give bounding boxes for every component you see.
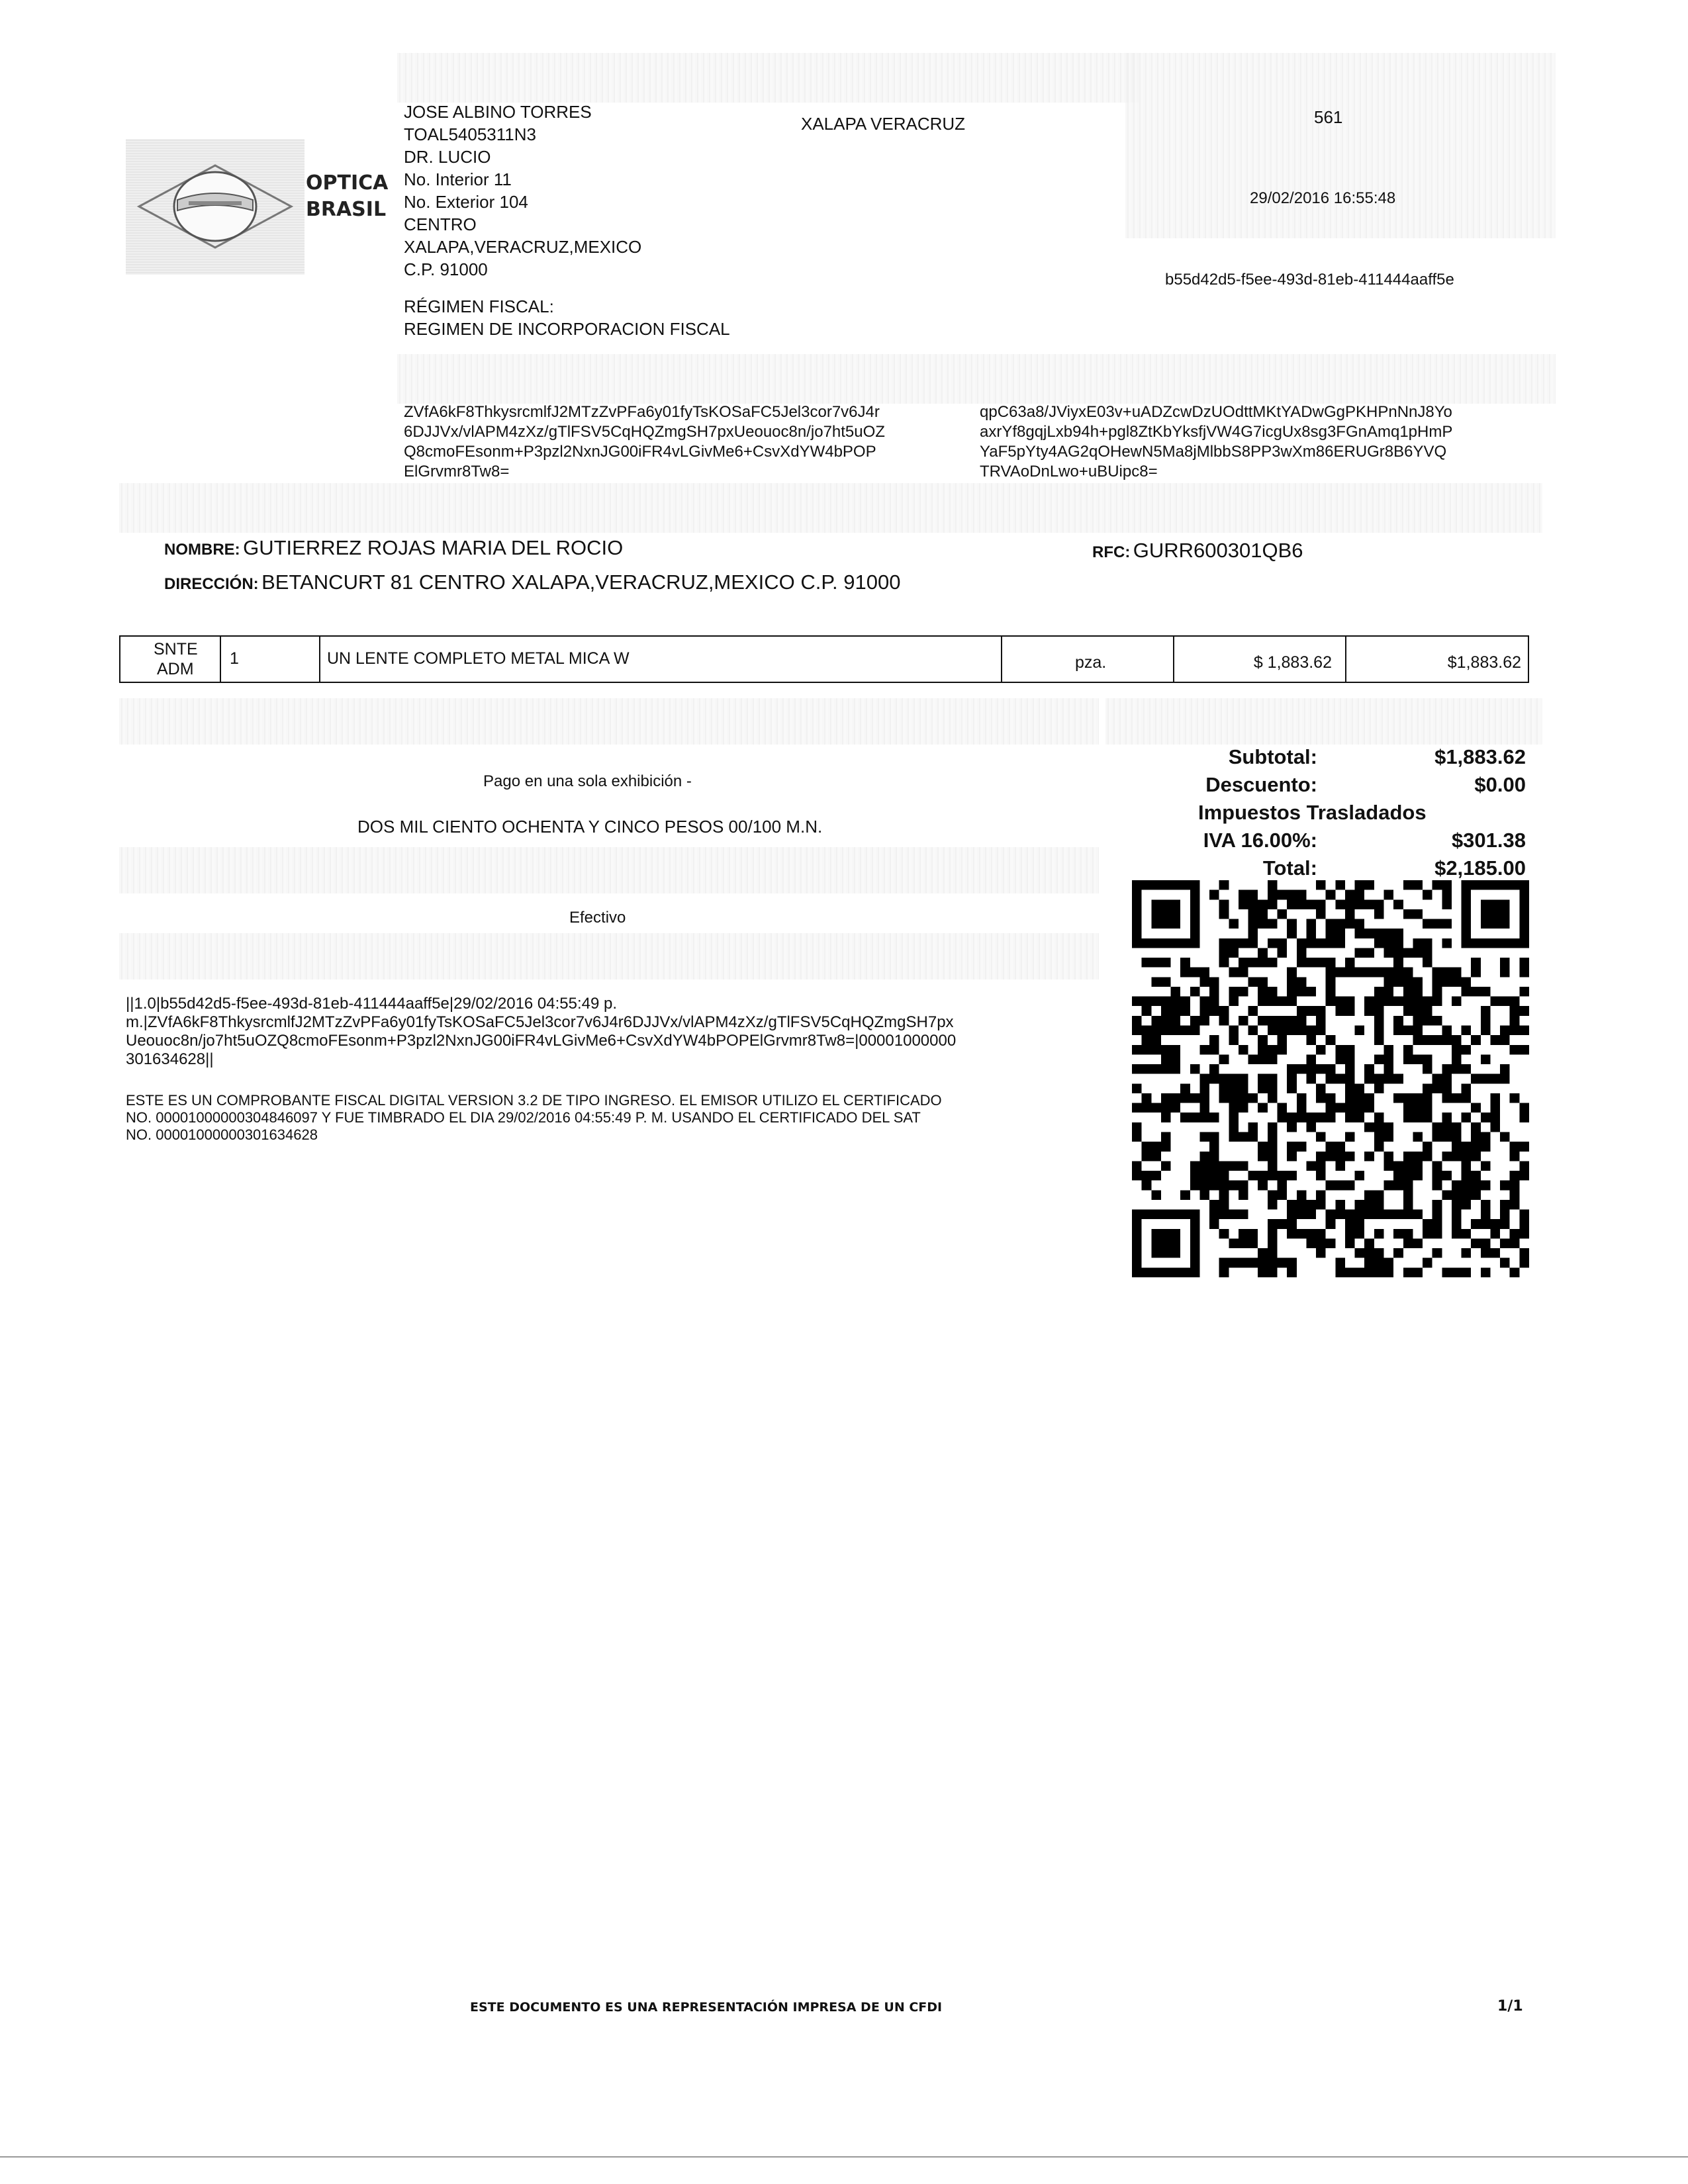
chain-line: ||1.0|b55d42d5-f5ee-493d-81eb-411444aaff5e|29/02/2016 04:55:49 p. <box>126 995 618 1013</box>
seal-line: ElGrvmr8Tw8= <box>404 463 510 480</box>
item-quantity: 1 <box>230 649 239 668</box>
regime-value: REGIMEN DE INCORPORACION FISCAL <box>404 319 730 339</box>
table-divider <box>220 637 221 682</box>
chain-line: m.|ZVfA6kF8ThkysrcmlfJ2MTzZvPFa6y01fyTsKOSaFC5Jel3cor7v6J4r6DJJVx/vlAPM4zXz/gTlFSV5CqHQZmgSH7px <box>126 1013 954 1031</box>
item-code-line1: SNTE <box>154 640 198 659</box>
item-description: UN LENTE COMPLETO METAL MICA W <box>327 649 630 668</box>
scan-band <box>119 847 1099 893</box>
issuer-rfc: TOAL5405311N3 <box>404 124 536 144</box>
bottom-rule <box>0 2156 1688 2158</box>
customer-rfc-label: RFC: <box>1092 543 1131 561</box>
fiscal-legend <box>126 1092 942 1144</box>
chain-line: Ueouoc8n/jo7ht5uOZQ8cmoFEsonm+P3pzl2NxnJG00iFR4vLGivMe6+CsvXdYW4bPOPElGrvmr8Tw8=|00001000000 <box>126 1032 957 1050</box>
scan-band <box>1125 53 1556 238</box>
legend-line: NO. 00001000000304846097 Y FUE TIMBRADO EL DIA 29/02/2016 04:55:49 P. M. USANDO EL CERTIFICADO DEL SAT <box>126 1109 921 1126</box>
item-amount: $1,883.62 <box>1447 653 1521 672</box>
eye-logo-icon <box>126 139 305 275</box>
issuer-name: JOSE ALBINO TORRES <box>404 102 592 122</box>
seal-line: YaF5pYty4AG2qOHewN5Ma8jMlbbS8PP3wXm86ERUGr8B6YVQ <box>980 443 1447 461</box>
table-divider <box>319 637 320 682</box>
issue-datetime: 29/02/2016 16:55:48 <box>1250 189 1396 207</box>
scan-band <box>119 933 1099 979</box>
folio: 561 <box>1314 107 1343 127</box>
scan-band <box>119 483 1542 533</box>
issuer-colony: CENTRO <box>404 214 477 234</box>
scan-band <box>397 53 1139 103</box>
customer-name: GUTIERREZ ROJAS MARIA DEL ROCIO <box>243 536 624 559</box>
subtotal-label: Subtotal: <box>1228 745 1317 768</box>
issuer-exterior: No. Exterior 104 <box>404 192 528 212</box>
logo <box>126 139 305 275</box>
fiscal-uuid: b55d42d5-f5ee-493d-81eb-411444aaff5e <box>1165 271 1454 289</box>
total-value: $2,185.00 <box>1434 856 1526 880</box>
issuer-city: XALAPA,VERACRUZ,MEXICO <box>404 237 642 257</box>
original-chain <box>126 995 956 1069</box>
seal-line: Q8cmoFEsonm+P3pzl2NxnJG00iFR4vLGivMe6+CsvXdYW4bPOP <box>404 443 876 461</box>
customer-address: BETANCURT 81 CENTRO XALAPA,VERACRUZ,MEXICO C.P. 91000 <box>261 570 901 594</box>
chain-line: 301634628|| <box>126 1050 214 1068</box>
taxes-label: Impuestos Trasladados <box>1198 801 1427 824</box>
seal-line: ZVfA6kF8ThkysrcmlfJ2MTzZvPFa6y01fyTsKOSaFC5Jel3cor7v6J4r <box>404 403 880 421</box>
customer-name-row <box>164 536 623 560</box>
scan-band <box>397 354 1556 404</box>
amount-in-words: DOS MIL CIENTO OCHENTA Y CINCO PESOS 00/100 M.N. <box>357 817 823 837</box>
iva-value: $301.38 <box>1451 829 1526 852</box>
customer-address-row <box>164 570 900 594</box>
item-unit: pza. <box>1075 653 1107 672</box>
scan-band <box>1105 698 1542 745</box>
payment-form: Efectivo <box>569 909 626 927</box>
customer-name-label: NOMBRE: <box>164 541 240 559</box>
subtotal-value: $1,883.62 <box>1434 745 1526 768</box>
scan-band <box>119 698 1099 745</box>
page-number: 1/1 <box>1497 1998 1523 2015</box>
qr-code-icon <box>1132 880 1529 1277</box>
items-table <box>119 635 1529 683</box>
seal-line: qpC63a8/JViyxE03v+uADZcwDzUOdttMKtYADwGgPKHPnNnJ8Yo <box>980 403 1452 421</box>
seal-line: 6DJJVx/vlAPM4zXz/gTlFSV5CqHQZmgSH7pxUeouoc8n/jo7ht5uOZ <box>404 423 885 441</box>
legend-line: NO. 00001000000301634628 <box>126 1126 318 1143</box>
logo-text-line2: BRASIL <box>306 198 387 221</box>
item-unit-price: $ 1,883.62 <box>1253 653 1332 672</box>
customer-rfc-row <box>1092 539 1303 563</box>
table-divider <box>1345 637 1346 682</box>
digital-seal-sat <box>980 402 1452 482</box>
issuer-street: DR. LUCIO <box>404 147 491 167</box>
total-label: Total: <box>1262 856 1317 880</box>
discount-label: Descuento: <box>1205 773 1317 796</box>
item-code-line2: ADM <box>157 660 194 678</box>
digital-seal-cfdi <box>404 402 885 482</box>
issuer-interior: No. Interior 11 <box>404 169 512 189</box>
logo-text-line1: OPTICA <box>306 171 389 195</box>
customer-rfc: GURR600301QB6 <box>1133 539 1303 562</box>
issuer-zip: C.P. 91000 <box>404 259 488 279</box>
payment-method: Pago en una sola exhibición - <box>483 772 692 790</box>
table-divider <box>1173 637 1174 682</box>
footer-note: ESTE DOCUMENTO ES UNA REPRESENTACIÓN IMPRESA DE UN CFDI <box>470 2000 943 2015</box>
iva-label: IVA 16.00%: <box>1203 829 1317 852</box>
issue-place: XALAPA VERACRUZ <box>801 114 966 134</box>
customer-address-label: DIRECCIÓN: <box>164 575 259 593</box>
discount-value: $0.00 <box>1474 773 1526 796</box>
legend-line: ESTE ES UN COMPROBANTE FISCAL DIGITAL VERSION 3.2 DE TIPO INGRESO. EL EMISOR UTILIZO EL CERTIFICADO <box>126 1092 942 1109</box>
seal-line: TRVAoDnLwo+uBUipc8= <box>980 463 1158 480</box>
issuer-block <box>404 101 730 340</box>
seal-line: axrYf8gqjLxb94h+pgl8ZtKbYksfjVW4G7icgUx8sg3FGnAmq1pHmP <box>980 423 1453 441</box>
table-divider <box>1001 637 1002 682</box>
regime-label: RÉGIMEN FISCAL: <box>404 296 554 316</box>
